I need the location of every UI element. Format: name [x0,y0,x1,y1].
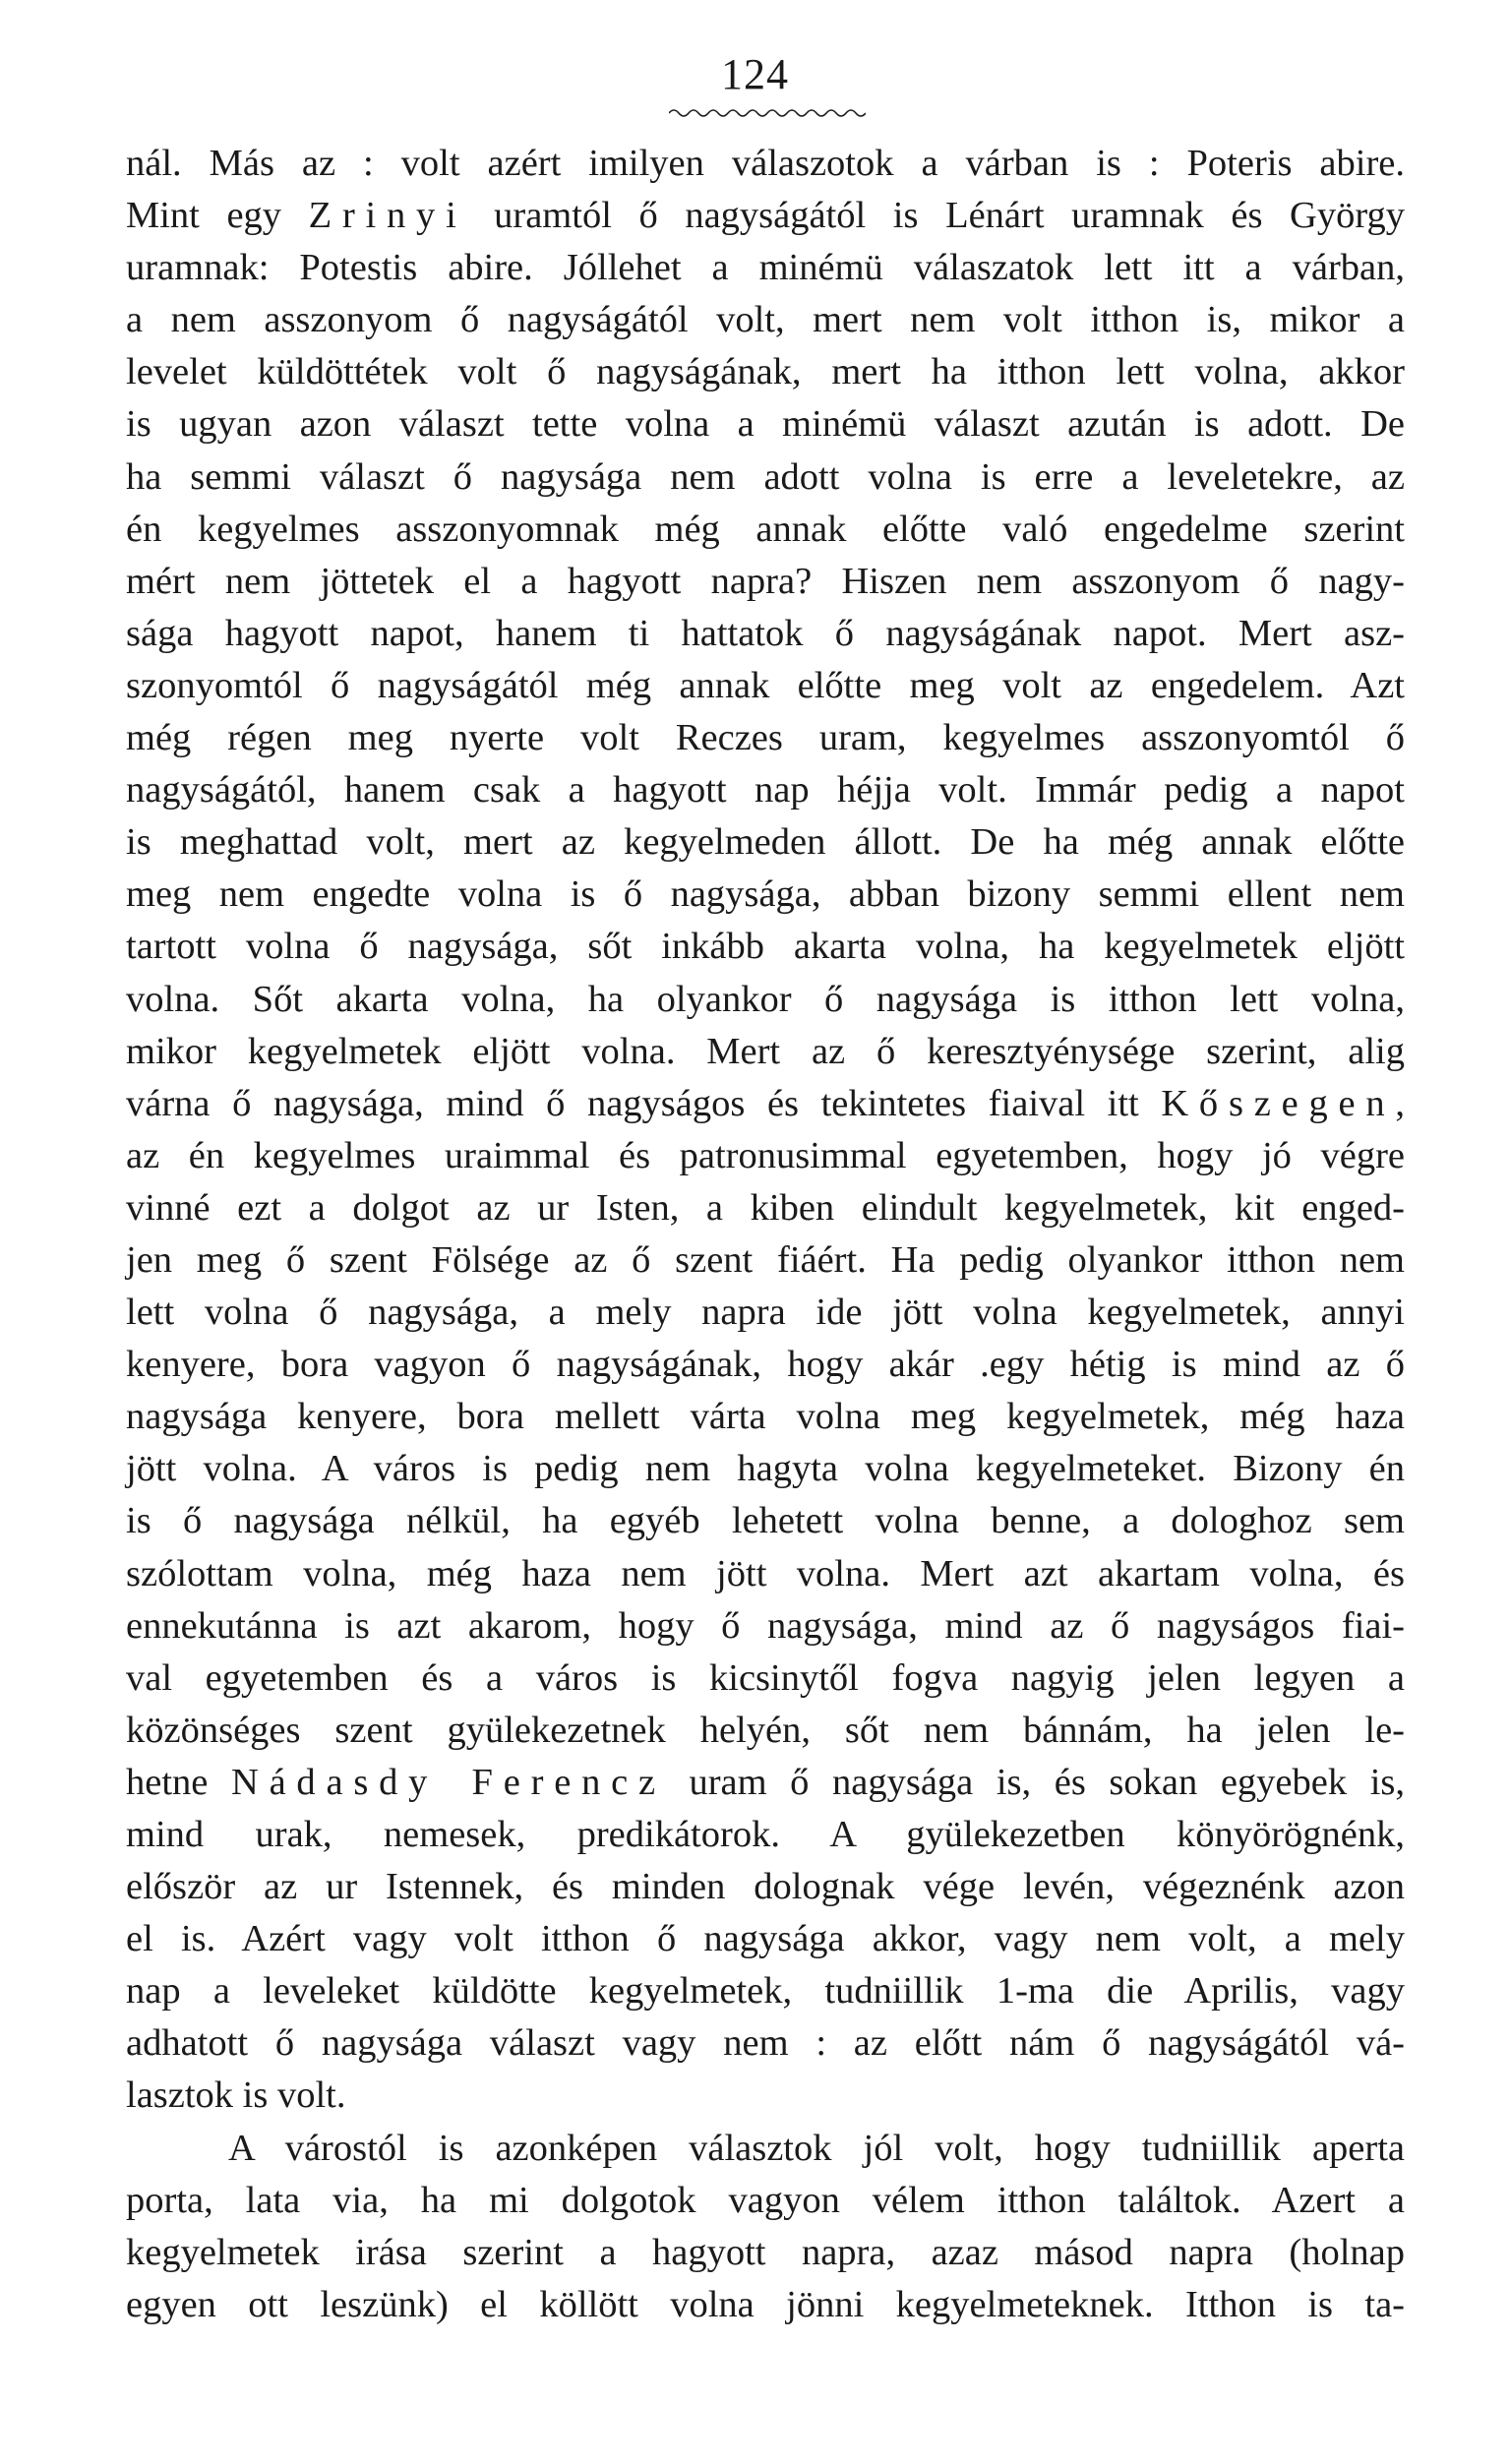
text-run: adhatott ő nagysága választ vagy nem : az előtt nám ő nagyságától vá- [126,2022,1405,2065]
text-run: nap a leveleket küldötte kegyelmetek, tudniillik 1-ma die Aprilis, vagy [126,1970,1405,2013]
text-line [126,1757,1405,1809]
text-run: hetne [126,1761,231,1803]
text-run: val egyetemben és a város is kicsinytől fogva nagyig jelen legyen a [126,1656,1405,1699]
text-run: uramtól ő nagyságától is Lénárt uramnak és György [466,195,1405,237]
text-line [126,660,1405,712]
text-line [126,2175,1405,2227]
text-line [126,504,1405,556]
text-run: , [1395,1082,1405,1124]
text-line [126,816,1405,869]
text-run: volna. Sőt akarta volna, ha olyankor ő nagysága is itthon lett volna, [126,978,1405,1020]
body-text [126,138,1405,2331]
paragraph [126,138,1405,2123]
text-run: Mint egy [126,195,309,237]
text-line [126,1548,1405,1600]
text-run: is ugyan azon választ tette volna a minémü választ azután is adott. De [126,403,1405,446]
text-line [126,2123,1405,2175]
text-run: uramnak: Potestis abire. Jóllehet a minémü válaszatok lett itt a várban, [126,247,1405,289]
text-line [126,1965,1405,2017]
text-line [126,138,1405,190]
text-line [126,1234,1405,1287]
text-run: mikor kegyelmetek eljött volna. Mert az ő keresztyénysége szerint, alig [126,1030,1405,1072]
text-line [126,1391,1405,1443]
text-run: lasztok is volt. [126,2074,346,2117]
text-run: várna ő nagysága, mind ő nagyságos és tekintetes fiaival itt [126,1082,1162,1124]
text-run: ennekutánna is azt akarom, hogy ő nagysága, mind az ő nagyságos fiai- [126,1604,1405,1647]
text-run: kenyere, bora vagyon ő nagyságának, hogy akár .egy hétig is mind az ő [126,1344,1405,1386]
text-line [126,2070,1405,2122]
text-run: az én kegyelmes uraimmal és patronusimmal egyetemben, hogy jó végre [126,1134,1405,1176]
text-run: a nem asszonyom ő nagyságától volt, mert nem volt itthon is, mikor a [126,299,1405,341]
text-line [126,1026,1405,1078]
text-run: A várostól is azonképen választok jól volt, hogy tudniillik aperta [228,2127,1405,2169]
page-number: 124 [721,50,789,98]
text-line [126,608,1405,660]
text-run: is ő nagysága nélkül, ha egyéb lehetett volna benne, a dologhoz sem [126,1500,1405,1542]
text-line [126,346,1405,398]
text-run: először az ur Istennek, és minden dolognak vége levén, végeznénk azon [126,1866,1405,1908]
text-run: szonyomtól ő nagyságától még annak előtte meg volt az engedelem. Azt [126,664,1405,706]
text-line [126,2227,1405,2279]
text-line [126,974,1405,1026]
text-run: sága hagyott napot, hanem ti hattatok ő nagyságának napot. Mert asz- [126,612,1405,654]
text-run: én kegyelmes asszonyomnak még annak előtte való engedelme szerint [126,508,1405,550]
text-run: vinné ezt a dolgot az ur Isten, a kiben elindult kegyelmetek, kit enged- [126,1186,1405,1229]
text-line [126,1809,1405,1861]
text-run: még régen meg nyerte volt Reczes uram, kegyelmes asszonyomtól ő [126,717,1405,759]
text-line [126,242,1405,294]
text-line [126,451,1405,504]
text-run: egyen ott leszünk) el köllött volna jönni kegyelmeteknek. Itthon is ta- [126,2283,1405,2325]
text-run: is meghattad volt, mert az kegyelmeden állott. De ha még annak előtte [126,821,1405,864]
text-line [126,1130,1405,1182]
text-run: közönséges szent gyülekezetnek helyén, sőt nem bánnám, ha jelen le- [126,1709,1405,1751]
text-line [126,1339,1405,1391]
text-line [126,1600,1405,1653]
text-line [126,1182,1405,1234]
text-run: szólottam volna, még haza nem jött volna. Mert azt akartam volna, és [126,1552,1405,1594]
text-run: el is. Azért vagy volt itthon ő nagysága akkor, vagy nem volt, a mely [126,1918,1405,1960]
text-line [126,1078,1405,1130]
text-line [126,764,1405,816]
text-run: jött volna. A város is pedig nem hagyta volna kegyelmeteket. Bizony én [126,1448,1405,1490]
text-line [126,1913,1405,1965]
text-line [126,1653,1405,1705]
text-run: tartott volna ő nagysága, sőt inkább akarta volna, ha kegyelmetek eljött [126,926,1405,968]
text-line [126,921,1405,973]
text-run: lett volna ő nagysága, a mely napra ide jött volna kegyelmetek, annyi [126,1292,1405,1334]
text-line [126,1705,1405,1757]
text-line [126,1443,1405,1495]
spaced-name: Kőszegen [1161,1082,1396,1124]
text-run: nagysága kenyere, bora mellett várta volna meg kegyelmetek, még haza [126,1396,1405,1438]
text-line [126,1495,1405,1547]
text-run: kegyelmetek irása szerint a hagyott napra, azaz másod napra (holnap [126,2231,1405,2273]
text-line [126,190,1405,242]
text-line [126,294,1405,346]
spaced-name: Zrinyi [308,195,467,237]
text-line [126,869,1405,921]
text-run: ha semmi választ ő nagysága nem adott volna is erre a leveletekre, az [126,455,1405,498]
text-run: jen meg ő szent Fölsége az ő szent fiáért. Ha pedig olyankor itthon nem [126,1238,1405,1281]
text-line [126,712,1405,764]
text-line [126,1287,1405,1339]
text-line [126,1861,1405,1913]
text-line [126,2279,1405,2331]
text-run: mind urak, nemesek, predikátorok. A gyülekezetben könyörögnénk, [126,1814,1405,1855]
text-run: mért nem jöttetek el a hagyott napra? Hiszen nem asszonyom ő nagy- [126,560,1405,602]
paragraph [126,2123,1405,2331]
spaced-name: Nádasdy Ferencz [230,1761,666,1803]
text-run: nál. Más az : volt azért imilyen válaszotok a várban is : Poteris abire. [126,143,1405,184]
text-run: nagyságától, hanem csak a hagyott nap héjja volt. Immár pedig a napot [126,769,1405,811]
text-line [126,556,1405,608]
text-run: uram ő nagysága is, és sokan egyebek is, [665,1761,1406,1803]
text-run: levelet küldöttétek volt ő nagyságának, mert ha itthon lett volna, akkor [126,351,1405,393]
text-line [126,398,1405,451]
text-line [126,2017,1405,2070]
wavy-rule-ornament [669,106,866,120]
text-run: porta, lata via, ha mi dolgotok vagyon vélem itthon találtok. Azert a [126,2179,1405,2221]
text-run: meg nem engedte volna is ő nagysága, abban bizony semmi ellent nem [126,873,1405,916]
